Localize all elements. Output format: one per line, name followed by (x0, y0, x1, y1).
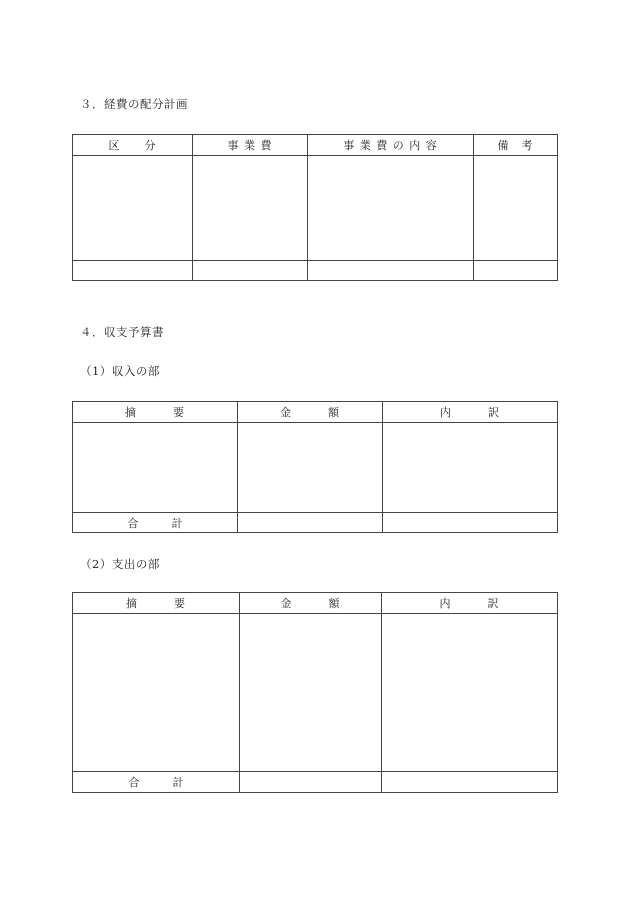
total-label: 合 計 (73, 513, 238, 533)
amount-cell[interactable] (238, 423, 383, 513)
header-category: 区 分 (73, 135, 193, 156)
project-cost-details-total-cell[interactable] (308, 261, 474, 281)
table-header-row (73, 135, 558, 156)
income-section-title: （1）収入の部 (80, 364, 160, 378)
remarks-total-cell[interactable] (474, 261, 558, 281)
header-remarks: 備 考 (474, 135, 558, 156)
header-project-cost: 事 業 費 (193, 135, 308, 156)
header-breakdown: 内 訳 (383, 402, 558, 423)
project-cost-details-cell[interactable] (308, 156, 474, 261)
description-cell[interactable] (73, 423, 238, 513)
total-row (73, 772, 558, 793)
income-table (72, 401, 558, 533)
breakdown-cell[interactable] (383, 423, 558, 513)
category-cell[interactable] (73, 156, 193, 261)
expense-section-title: （2）支出の部 (80, 557, 160, 571)
project-cost-cell[interactable] (193, 156, 308, 261)
header-breakdown: 内 訳 (382, 593, 558, 614)
table-row (73, 423, 558, 513)
table-header-row (73, 593, 558, 614)
remarks-cell[interactable] (474, 156, 558, 261)
expense-allocation-table (72, 134, 558, 281)
project-cost-total-cell[interactable] (193, 261, 308, 281)
total-breakdown-cell[interactable] (382, 772, 558, 793)
category-total-cell[interactable] (73, 261, 193, 281)
section4-title: ４．収支予算書 (80, 325, 164, 339)
total-breakdown-cell[interactable] (383, 513, 558, 533)
table-header-row (73, 402, 558, 423)
table-row (73, 261, 558, 281)
table-row (73, 614, 558, 772)
header-description: 摘 要 (73, 593, 240, 614)
table-row (73, 156, 558, 261)
total-label: 合 計 (73, 772, 240, 793)
description-cell[interactable] (73, 614, 240, 772)
header-amount: 金 額 (238, 402, 383, 423)
expense-table (72, 592, 558, 793)
section3-title: ３．経費の配分計画 (80, 97, 188, 111)
total-amount-cell[interactable] (240, 772, 382, 793)
header-description: 摘 要 (73, 402, 238, 423)
header-amount: 金 額 (240, 593, 382, 614)
header-project-cost-details: 事 業 費 の 内 容 (308, 135, 474, 156)
total-amount-cell[interactable] (238, 513, 383, 533)
total-row (73, 513, 558, 533)
amount-cell[interactable] (240, 614, 382, 772)
breakdown-cell[interactable] (382, 614, 558, 772)
